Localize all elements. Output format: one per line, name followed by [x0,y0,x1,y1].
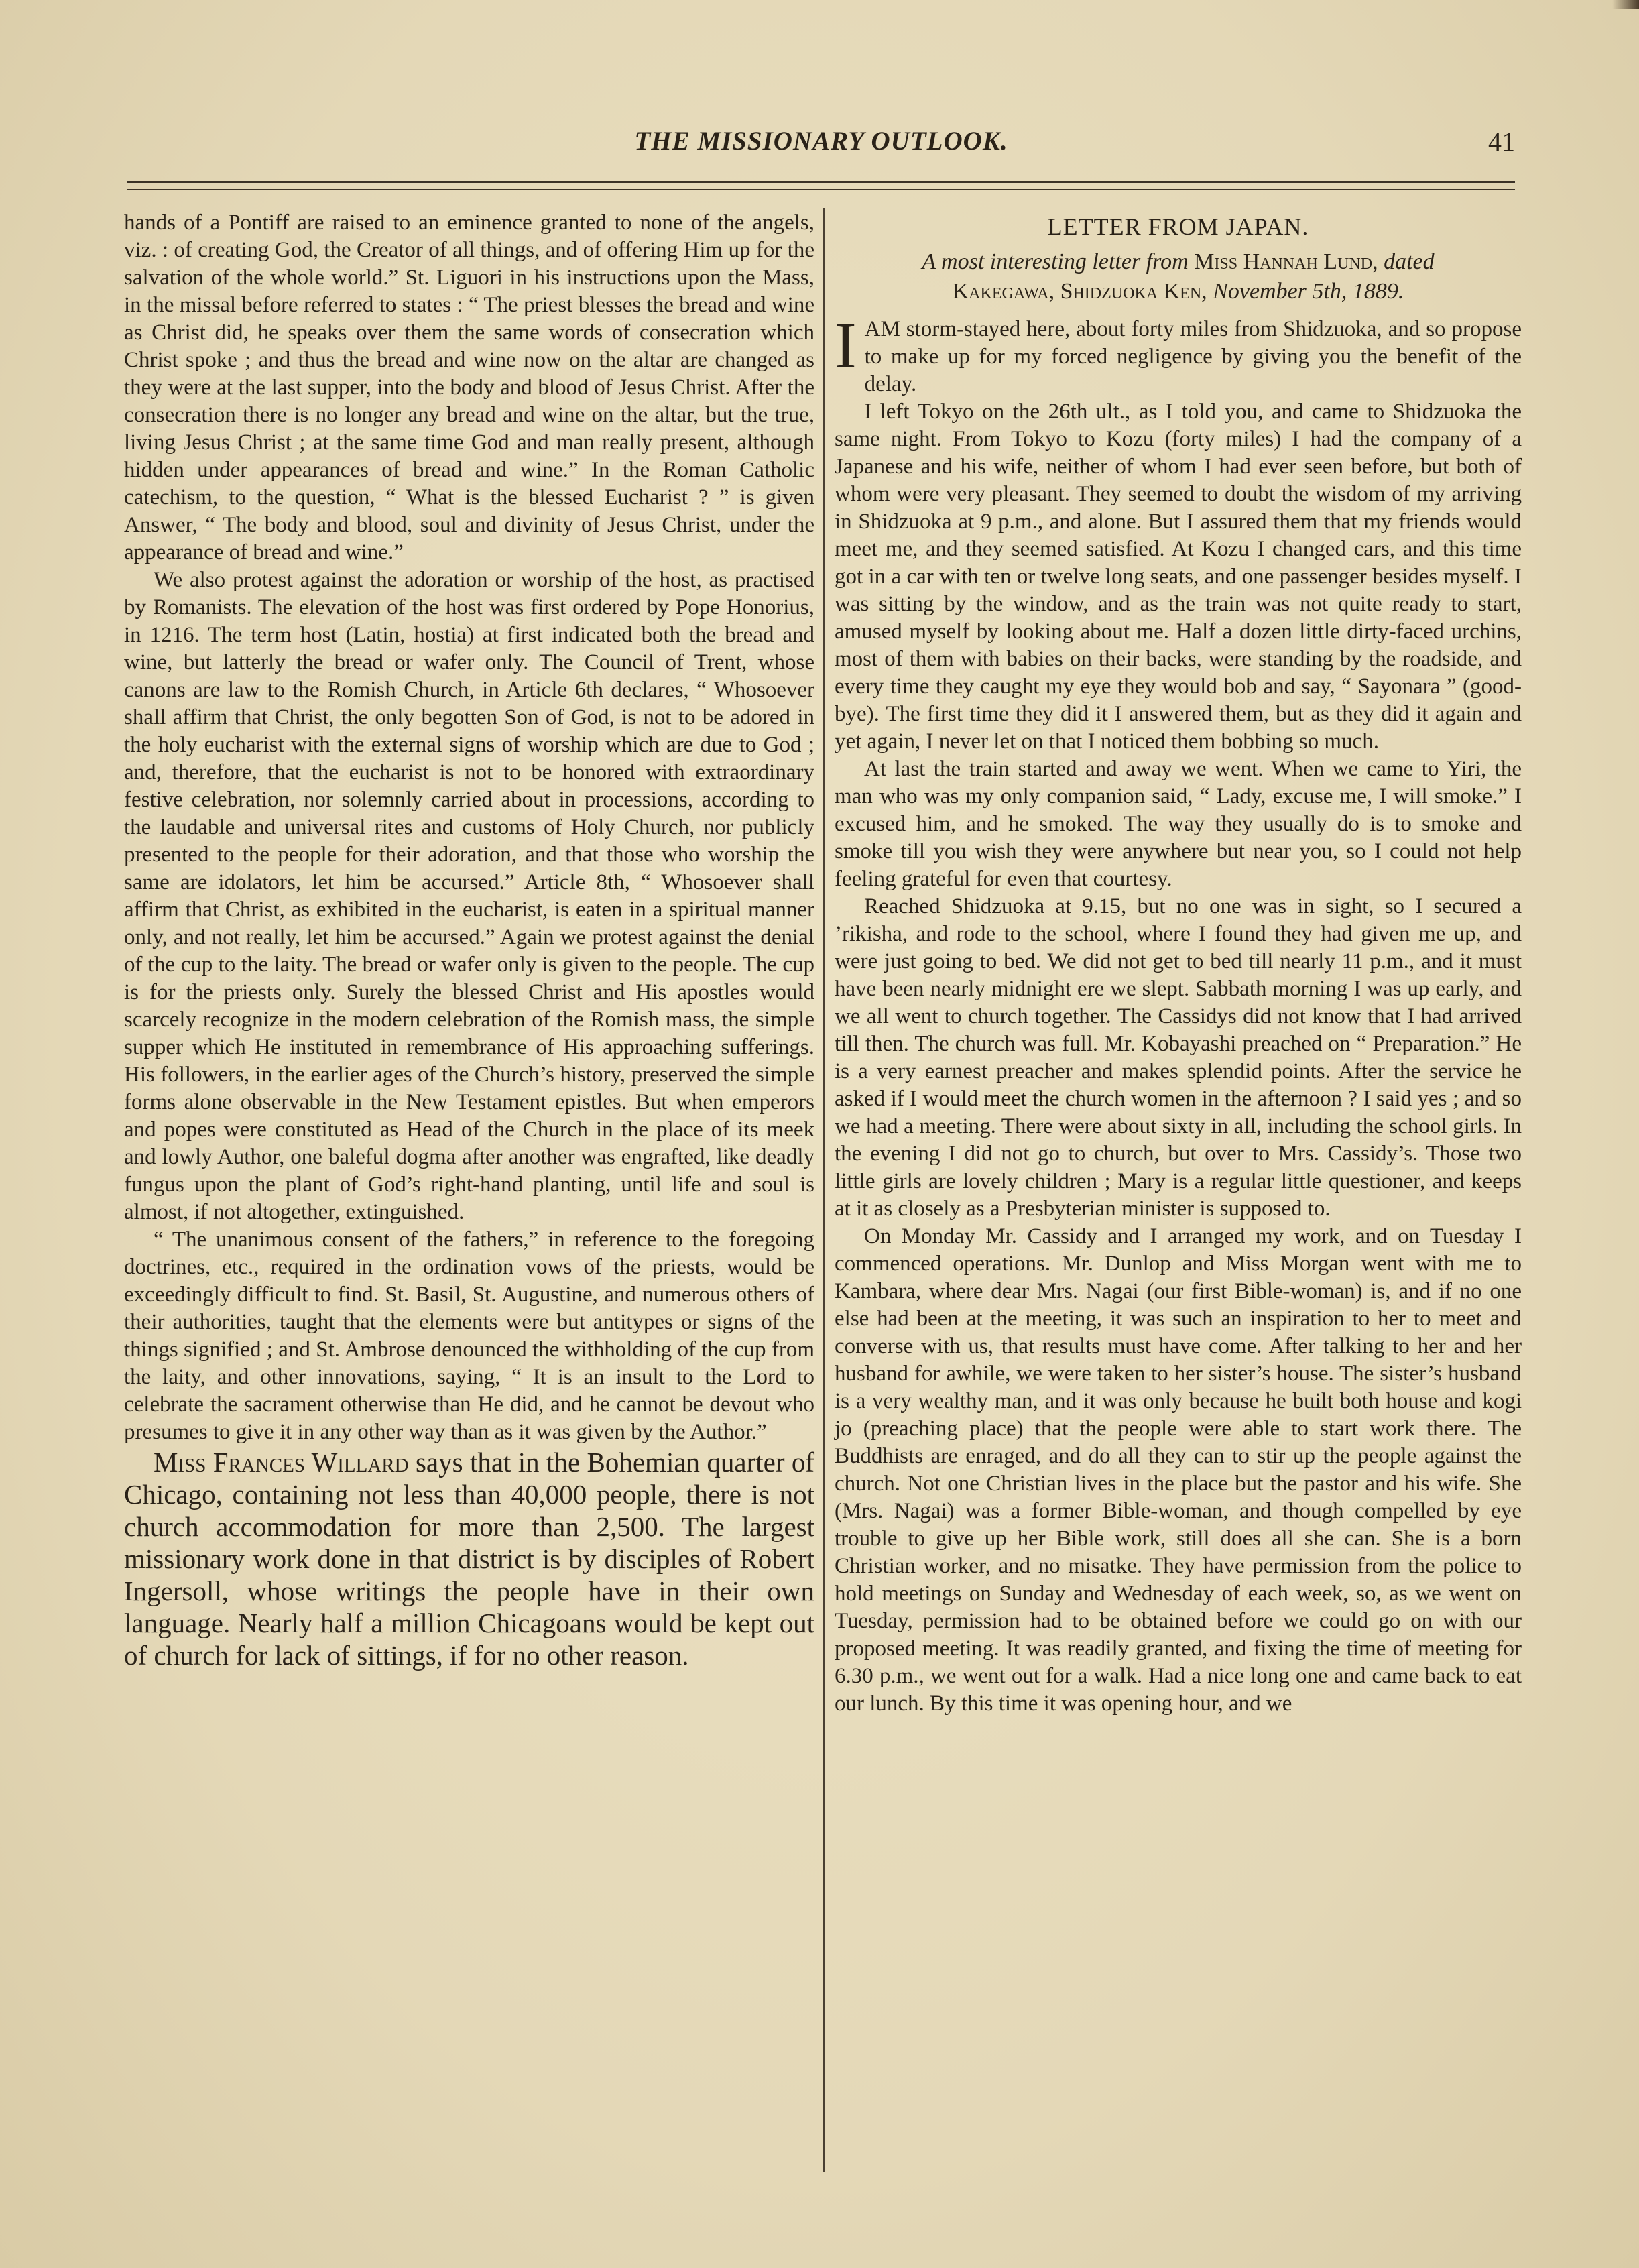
left-paragraph-3: “ The unanimous consent of the fathers,” in reference to the foregoing doctrines, etc., required in the ordination vows of the priests, would be exceedingly difficult to find. St. Basil, St. Augustine, and numerous others of their authorities, taught that the elements were but antitypes or signs of the things signified ; and St. Ambrose denounced the withholding of the cup from the laity, and other innovations, saying, “ It is an insult to the Lord to celebrate the sacrament otherwise than He did, and he cannot be devout who presumes to give it in any other way than as it was given by the Author.” [124,1228,814,1444]
right-paragraph-5: On Monday Mr. Cassidy and I arranged my work, and on Tuesday I commenced operations. Mr. Dunlop and Miss Morgan went with me to Kambara, where dear Mrs. Nagai (our first Bible-woman) is, and if no one else had been at the meeting, it was such an inspiration to her to meet and converse with us, that results must have come. After talking to her and her husband for awhile, we were taken to her sister’s house. The sister’s husband is a very wealthy man, and it was only because he built both house and kogi jo (preaching place) that the people were able to start work there. The Buddhists are enraged, and do all they can to stir up the people against the church. Not one Christian lives in the place but the pastor and his wife. She (Mrs. Nagai) was a former Bible-woman, and though compelled by eye trouble to give up her Bible work, still does all she can. She is a born Christian worker, and no misatke. They have permission from the police to hold meetings on Sunday and Wednesday of each week, so, as we went on Tuesday, permission had to be obtained before we could go on with our proposed meeting. It was readily granted, and fixing the time of meeting for 6.30 p.m., we went out for a walk. Had a nice long one and came back to eat our lunch. By this time it was opening hour, and we [835,1224,1522,1716]
column-divider [823,208,825,2172]
right-paragraph-2: I left Tokyo on the 26th ult., as I told you, and came to Shidzuoka the same night. From Tokyo to Kozu (forty miles) I had the company of a Japanese and his wife, neither of whom I had ever seen before, but both of whom were very pleasant. They seemed to doubt the wisdom of my arriving in Shidzuoka at 9 p.m., and alone. But I assured them that my friends would meet me, and they seemed satisfied. At Kozu I changed cars, and this time got in a car with ten or twelve long seats, and one passenger besides myself. I was sitting by the window, and as the train was not quite ready to start, amused myself by looking about me. Half a dozen little dirty-faced urchins, most of them with babies on their backs, were standing by the roadside, and every time they caught my eye they would bob and say, “ Sayonara ” (good-bye). The first time they did it I answered them, but as they did it again and yet again, I never let on that I noticed them bobbing so much. [835,400,1522,754]
left-column [124,209,814,1671]
header-rule-top [127,181,1515,183]
page-corner-mark [1612,0,1639,9]
header-rule-bottom [127,189,1515,190]
intro-dated: dated [1384,249,1435,274]
intro-prefix: A most interesting letter from [922,249,1189,274]
right-paragraph-4: Reached Shidzuoka at 9.15, but no one was in sight, so I secured a ’rikisha, and rode to the school, where I found they had given me up, and were just going to bed. We did not get to bed till nearly 11 p.m., and it must have been nearly midnight ere we slept. Sabbath morning I was up early, and we all went to church together. The Cassidys did not know that I had arrived till then. The church was full. Mr. Kobayashi preached on “ Preparation.” He is a very earnest preacher and makes splendid points. After the service he asked if I would meet the church women in the afternoon ? I said yes ; and so we had a meeting. There were about sixty in all, including the school girls. In the evening I did not go to church, but over to Mrs. Cassidy’s. Those two little girls are lovely children ; Mary is a regular little questioner, and keeps at it as closely as a Presbyterian minister is supposed to. [835,894,1522,1221]
page-number: 41 [1488,127,1515,157]
page-header [127,126,1515,166]
willard-name: Miss Frances Willard [154,1447,409,1478]
letter-title: LETTER FROM JAPAN. [1047,213,1309,240]
right-paragraph-1 [835,310,1522,398]
right-column [835,209,1522,1718]
right-paragraph-1-text: AM storm-stayed here, about forty miles from Shidzuoka, and so propose to make up for my forced negligence by giving you the benefit of the delay. [864,317,1522,396]
intro-place: Kakegawa, Shidzuoka Ken, [952,279,1207,304]
letter-intro [835,247,1522,306]
intro-name: Miss Hannah Lund, [1194,249,1378,274]
willard-text: says that in the Bohemian quarter of Chicago, containing not less than 40,000 people, there is not church accommodation for more than 2,500. The largest missionary work done in that district is by disciples of Robert Ingersoll, whose writings the people have in their own language. Nearly half a million Chicagoans would be kept out of church for lack of sittings, if for no other reason. [124,1447,815,1671]
left-paragraph-1: hands of a Pontiff are raised to an eminence granted to none of the angels, viz. : of creating God, the Creator of all things, and of offering Him up for the salvation of the whole world.” St. Liguori in his instructions upon the Mass, in the missal before referred to states : “ The priest blesses the bread and wine as Christ did, he speaks over them the same words of consecration which Christ spoke ; and thus the bread and wine now on the altar are changed as they were at the last supper, into the body and blood of Jesus Christ. After the consecration there is no longer any bread and wine on the altar, but the true, living Jesus Christ ; at the same time God and man really present, although hidden under appearances of bread and wine.” In the Roman Catholic catechism, to the question, “ What is the blessed Eucharist ? ” is given Answer, “ The body and blood, soul and divinity of Jesus Christ, under the appearance of bread and wine.” [124,211,814,564]
left-paragraph-2: We also protest against the adoration or worship of the host, as practised by Romanists. The elevation of the host was first ordered by Pope Honorius, in 1216. The term host (Latin, hostia) at first indicated both the bread and wine, but latterly the bread or wafer only. The Council of Trent, whose canons are law to the Romish Church, in Article 6th declares, “ Whosoever shall affirm that Christ, the only begotten Son of God, is not to be adored in the holy eucharist with the external signs of worship which are due to God ; and, therefore, that the eucharist is not to be honored with extraordinary festive celebration, nor solemnly carried about in processions, according to the laudable and universal rites and customs of Holy Church, nor publicly presented to the people for their adoration, and that those who worship the same are idolators, let him be accursed.” Article 8th, “ Whosoever shall affirm that Christ, as exhibited in the eucharist, is eaten in a spiritual manner only, and not really, let him be accursed.” Again we protest against the denial of the cup to the laity. The bread or wafer only is given to the people. The cup is for the priests only. Surely the blessed Christ and His apostles would scarcely recognize in the modern celebration of the Romish mass, the simple supper which He instituted in remembrance of His approaching sufferings. His followers, in the earlier ages of the Church’s history, preserved the simple forms alone observable in the New Testament epistles. But when emperors and popes were constituted as Head of the Church in the place of its meek and lowly Author, one baleful dogma after another was engrafted, like deadly fungus upon the plant of God’s right-hand planting, until life and soul is almost, if not altogether, extinguished. [124,568,814,1224]
right-paragraph-3: At last the train started and away we went. When we came to Yiri, the man who was my only companion said, “ Lady, excuse me, I will smoke.” I excused him, and he smoked. The way they usually do is to smoke and smoke till you wish they were anywhere but near you, so I could not help feeling grateful for even that courtesy. [835,757,1522,891]
willard-paragraph [124,1446,814,1671]
intro-date: November 5th, 1889. [1213,279,1404,304]
dropcap: I [835,310,857,382]
running-title: THE MISSIONARY OUTLOOK. [634,127,1008,156]
